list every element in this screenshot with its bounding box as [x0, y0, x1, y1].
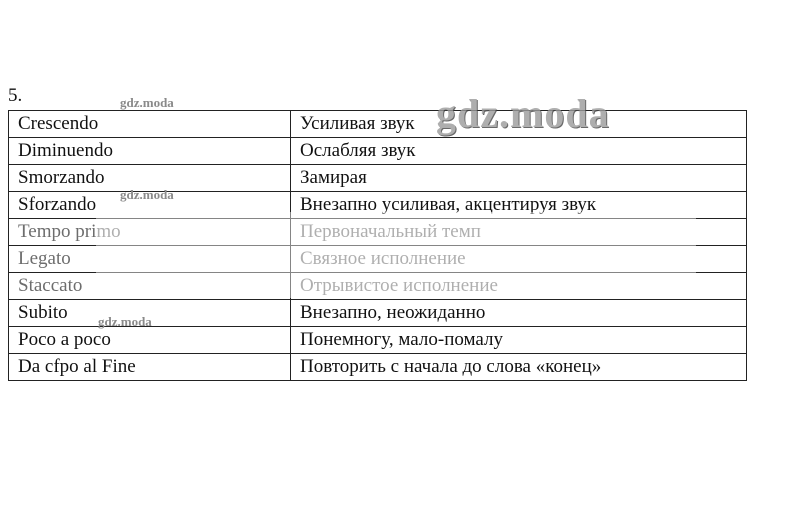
meaning-cell: Внезапно усиливая, акцентируя звук [291, 192, 747, 219]
watermark-small: gdz.moda [98, 314, 152, 329]
term-cell: Crescendo [9, 111, 291, 138]
task-number: 5. [8, 85, 23, 106]
meaning-cell: Первоначальный темп [291, 219, 747, 246]
meaning-cell: Понемногу, мало-помалу [291, 327, 747, 354]
watermark-small: gdz.moda [120, 187, 174, 202]
meaning-cell: Связное исполнение [291, 246, 747, 273]
term-cell: Legato [9, 246, 291, 273]
meaning-cell: Повторить с начала до слова «конец» [291, 354, 747, 381]
table-row [9, 138, 747, 165]
table-row [9, 354, 747, 381]
term-cell: Subito [9, 300, 291, 327]
music-terms-table [8, 110, 747, 381]
term-cell: Staccato [9, 273, 291, 300]
term-cell: Smorzando [9, 165, 291, 192]
table-row [9, 219, 747, 246]
table-row [9, 192, 747, 219]
meaning-cell: Отрывистое исполнение [291, 273, 747, 300]
table-row [9, 165, 747, 192]
table-row [9, 246, 747, 273]
term-cell: Da cfpo al Fine [9, 354, 291, 381]
table-row [9, 300, 747, 327]
table-row [9, 111, 747, 138]
meaning-cell: Замирая [291, 165, 747, 192]
watermark-large: gdz.moda [436, 91, 610, 136]
meaning-cell: Внезапно, неожиданно [291, 300, 747, 327]
term-cell: Sforzando [9, 192, 291, 219]
term-cell: Diminuendo [9, 138, 291, 165]
meaning-cell: Ослабляя звук [291, 138, 747, 165]
table-row [9, 327, 747, 354]
term-cell: Tempo primo [9, 219, 291, 246]
table-row [9, 273, 747, 300]
term-cell: Poco a poco [9, 327, 291, 354]
meaning-cell: Усиливая звук [291, 111, 747, 138]
watermark-small: gdz.moda [120, 95, 174, 110]
